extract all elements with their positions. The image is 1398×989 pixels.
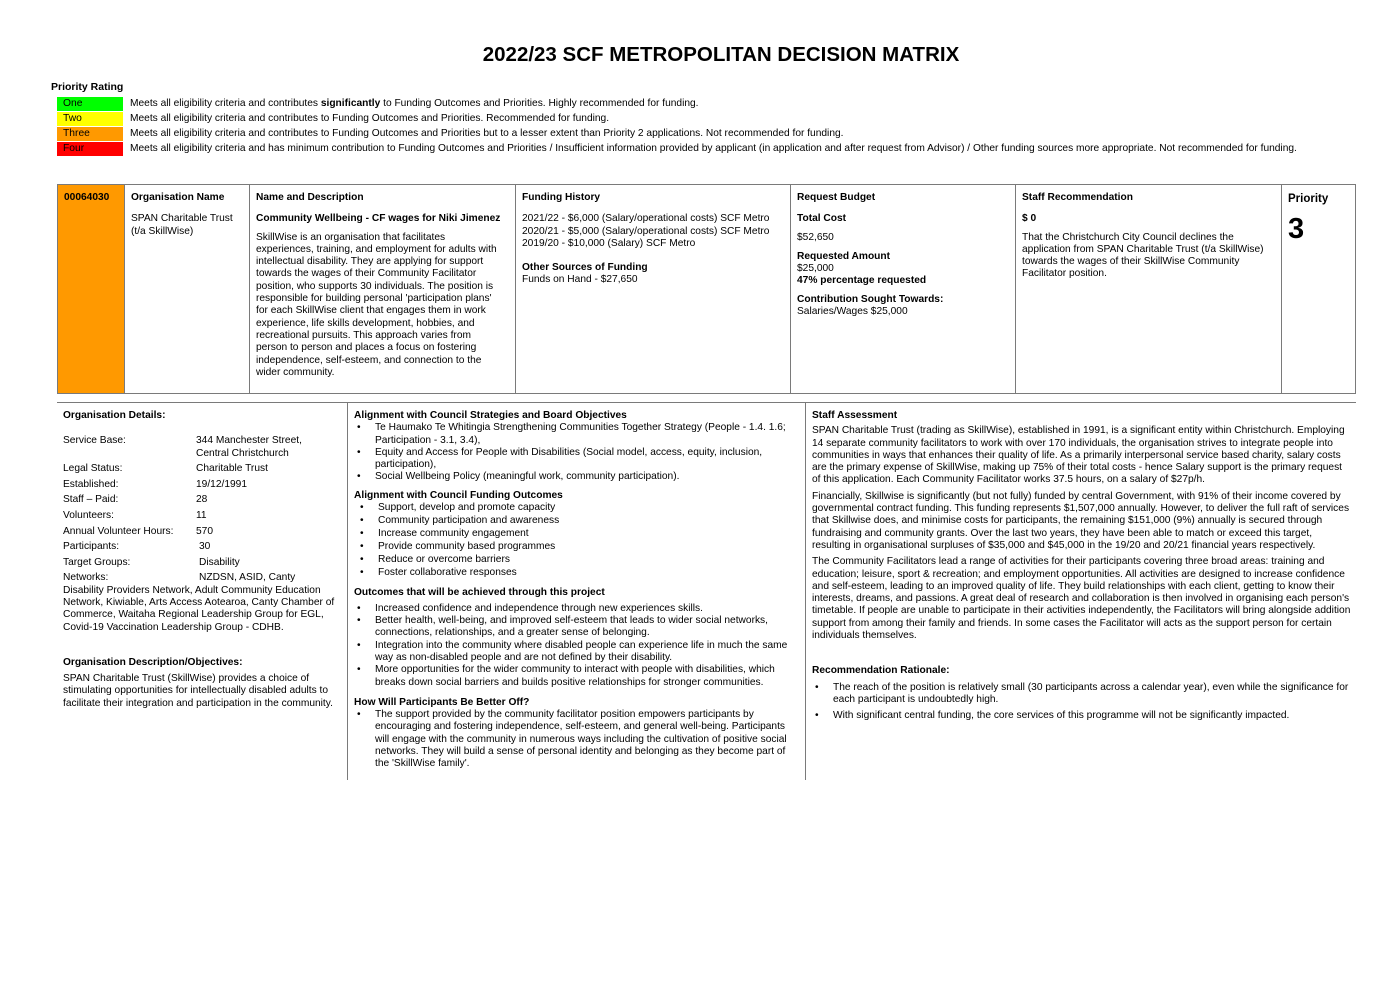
rationale-list xyxy=(812,682,1352,723)
priority-swatch: One xyxy=(57,97,123,111)
detail-label: Established: xyxy=(63,478,119,490)
detail-row xyxy=(63,526,343,542)
bullet-item: • Community participation and awareness xyxy=(378,515,801,528)
detail-label: Target Groups: xyxy=(63,556,131,568)
organisation-name-cell xyxy=(125,185,250,393)
staff-recommendation-cell xyxy=(1016,185,1282,393)
application-id: 00064030 xyxy=(64,192,110,203)
detail-value: Central Christchurch xyxy=(196,447,289,459)
strategies-heading: Alignment with Council Strategies and Board Objectives xyxy=(354,410,627,421)
priority-description xyxy=(130,112,609,126)
other-sources-heading: Other Sources of Funding xyxy=(522,262,648,274)
bullet-item: • Foster collaborative responses xyxy=(378,567,801,580)
column-divider xyxy=(347,403,348,780)
bullet-item: • Better health, well-being, and improved self-esteem that leads to wider social networks, connections, relationships, and a greater sense of belonging. xyxy=(375,615,801,640)
column-divider xyxy=(805,403,806,780)
priority-heading: Priority xyxy=(1288,193,1329,205)
detail-value: 11 xyxy=(196,509,207,521)
funding-history-line: 2019/20 - $10,000 (Salary) SCF Metro xyxy=(522,237,696,249)
bullet-item: • Increase community engagement xyxy=(378,528,801,541)
outcomes-achieved-heading: Outcomes that will be achieved through this project xyxy=(354,586,605,598)
funding-history-cell xyxy=(516,185,791,393)
priority-description xyxy=(130,97,699,111)
bullet-item: • Integration into the community where disabled people can experience life in much the same way as non-disabled people and are not defined by their disability. xyxy=(375,640,801,665)
total-cost-value: $52,650 xyxy=(797,231,834,243)
priority-description-text: Meets all eligibility criteria and contributes to Funding Outcomes and Priorities but to a lesser extent than Priority 2 applications. Not recommended for funding. xyxy=(130,128,844,139)
bullet-item: • Social Wellbeing Policy (meaningful work, community participation). xyxy=(375,471,801,483)
funding-outcomes-heading: Alignment with Council Funding Outcomes xyxy=(354,489,563,501)
total-cost-label: Total Cost xyxy=(797,213,847,225)
priority-legend-row xyxy=(57,97,1357,111)
detail-value: 19/12/1991 xyxy=(196,478,247,490)
requested-amount-label: Requested Amount xyxy=(797,250,891,262)
priority-legend-row xyxy=(57,112,1357,126)
priority-description xyxy=(130,142,1297,156)
organisation-name-heading: Organisation Name xyxy=(131,192,225,203)
bullet-item: • Increased confidence and independence through new experiences skills. xyxy=(375,603,801,615)
funding-history-line: 2021/22 - $6,000 (Salary/operational costs) SCF Metro xyxy=(522,213,770,225)
funding-outcomes-list xyxy=(354,502,801,579)
organisation-description: SPAN Charitable Trust (SkillWise) provides a choice of stimulating opportunities for intellectually disabled adults to facilitate their integration and participation in the community. xyxy=(63,673,333,709)
better-off-heading: How Will Participants Be Better Off? xyxy=(354,696,530,708)
detail-row xyxy=(63,479,343,495)
networks-value: NZDSN, ASID, Canty xyxy=(199,572,296,584)
priority-cell xyxy=(1282,185,1357,393)
detail-label: Staff – Paid: xyxy=(63,494,119,506)
recommendation-rationale-heading: Recommendation Rationale: xyxy=(812,665,950,677)
request-budget-heading: Request Budget xyxy=(797,192,876,203)
project-description: SkillWise is an organisation that facilitates experiences, training, and employment for adults with intellectual disability. They are applying for support towards the wages of their Community Facilitator position, who supports 30 individuals. The position is responsible for building personal 'participation plans' for each SkillWise client that engages them in work experience, life skills development, hobbies, and recreational pursuits. This approach varies from person to person and places a focus on fostering independence, self-esteem, and connection to the wider community. xyxy=(256,231,497,378)
networks-label: Networks: xyxy=(63,572,109,584)
alignment-panel xyxy=(354,410,801,771)
priority-description-text: Meets all eligibility criteria and contributes to Funding Outcomes and Priorities. Recommended for funding. xyxy=(130,113,610,124)
name-description-cell xyxy=(250,185,516,393)
priority-value: 3 xyxy=(1288,213,1305,245)
requested-amount-value: $25,000 xyxy=(797,263,834,275)
detail-row xyxy=(63,463,343,479)
detail-row xyxy=(63,448,343,464)
bullet-item: • The support provided by the community facilitator position empowers participants by encouraging and fostering independence, self-esteem, and general well-being. Participants will engage with the community in numerous ways including the cultivation of positive social networks. They will build a sense of personal identity and belonging as they become part of the 'SkillWise family'. xyxy=(375,709,801,770)
staff-assessment-panel xyxy=(812,410,1352,727)
assessment-paragraph: SPAN Charitable Trust (trading as SkillWise), established in 1991, is a significant entity within Christchurch. Employing 14 separate community facilitators to work with over 170 individuals, the organisation strives to integrate people into communities in ways that enhances their quality of life. As a primarily interpersonal service based charity, salary costs are the primary expense of SkillWise, making up 75% of their total costs - hence Salary support is the primary request of this application. Each Community Facilitator works 37.5 hours, on a salary of $27p/h. xyxy=(812,425,1345,486)
priority-description-text: to Funding Outcomes and Priorities. Highly recommended for funding. xyxy=(380,98,699,109)
detail-row xyxy=(63,435,343,447)
organisation-details-heading: Organisation Details: xyxy=(63,410,166,421)
priority-description-emphasis: significantly xyxy=(320,98,381,109)
detail-row xyxy=(63,510,343,526)
detail-row xyxy=(63,541,343,557)
networks-row xyxy=(63,572,343,584)
organisation-name: SPAN Charitable Trust (t/a SkillWise) xyxy=(131,213,233,237)
funding-history-line: 2020/21 - $5,000 (Salary/operational costs) SCF Metro xyxy=(522,225,770,237)
detail-value: 570 xyxy=(196,525,213,537)
organisation-description-heading: Organisation Description/Objectives: xyxy=(63,656,243,668)
better-off-list xyxy=(354,709,801,770)
project-title: Community Wellbeing - CF wages for Niki Jimenez xyxy=(256,213,501,225)
staff-recommendation-heading: Staff Recommendation xyxy=(1022,192,1133,203)
assessment-paragraph: The Community Facilitators lead a range of activities for their participants covering three broad areas: training and education; leisure, sport & recreation; and employment opportunities. All activities are designed to increase confidence and self-esteem, leading to an improved quality of life. They build relationships with each client, getting to know their interests, dreams, and passions. A great deal of research and collaboration is then involved in organising each person's timetable. If people are unable to participate in their activities independently, the Facilitators will bring alongside addition support from among their family and friends. In some cases the Facilitator will acts as the support person for certain individuals themselves. xyxy=(812,556,1351,642)
recommended-amount: $ 0 xyxy=(1022,213,1037,225)
detail-label: Annual Volunteer Hours: xyxy=(63,525,174,537)
priority-description-text: Meets all eligibility criteria and has minimum contribution to Funding Outcomes and Priorities / Insufficient information provided by applicant (in application and after request from Advisor) / Other funding sources more appropriate. Not recommended for funding. xyxy=(130,143,1297,154)
bullet-item: • More opportunities for the wider community to interact with people with disabilities, which breaks down social barriers and builds positive relationships for stronger communities. xyxy=(375,664,801,689)
detail-row xyxy=(63,494,343,510)
organisation-details-list xyxy=(63,435,343,572)
bullet-item: • Support, develop and promote capacity xyxy=(378,502,801,515)
detail-label: Legal Status: xyxy=(63,463,123,475)
priority-swatch: Two xyxy=(57,112,123,126)
bullet-item: • The reach of the position is relatively small (30 participants across a calendar year), even while the significance for each participant is undoubtedly high. xyxy=(833,682,1352,707)
priority-swatch: Three xyxy=(57,127,123,141)
strategies-list xyxy=(354,422,801,483)
bullet-item: • Reduce or overcome barriers xyxy=(378,554,801,567)
detail-row xyxy=(63,557,343,573)
contribution-value: Salaries/Wages $25,000 xyxy=(797,306,908,318)
bullet-item: • With significant central funding, the core services of this programme will not be significantly impacted. xyxy=(833,710,1352,722)
funding-history-heading: Funding History xyxy=(522,192,601,203)
section-divider xyxy=(57,402,1356,403)
detail-value: 28 xyxy=(196,494,208,506)
detail-label: Service Base: xyxy=(63,435,126,447)
outcomes-achieved-list xyxy=(354,603,801,689)
priority-legend-row xyxy=(57,142,1357,156)
bullet-item: • Provide community based programmes xyxy=(378,541,801,554)
percentage-requested: 47% percentage requested xyxy=(797,275,927,287)
networks-list: Disability Providers Network, Adult Community Education Network, Kiwiable, Arts Access Aotearoa, Canty Chamber of Commerce, Waitaha Regional Leadership Group for EGL, Covid-19 Vaccination Leadership Group - CDHB. xyxy=(63,584,335,633)
decision-matrix-row xyxy=(57,184,1356,394)
assessment-paragraph: Financially, Skillwise is significantly (but not fully) funded by central Government, with 91% of their income covered by governmental contract funding. This funding represents $1,507,000 annually. However, to deliver the full raft of services that Skillwise does, and minimise costs for participants, the remaining $151,000 (9%) annually is secured through fundraising and community grants. Over the last two years, they have been able to match or exceed this target, resulting in organisational surpluses of $35,000 and $45,000 in the 19/20 and 20/21 financial years respectively. xyxy=(812,490,1350,551)
application-id-cell xyxy=(58,185,125,393)
priority-description xyxy=(130,127,843,141)
detail-value: 30 xyxy=(199,541,211,553)
bullet-item: • Te Haumako Te Whitingia Strengthening Communities Together Strategy (People - 1.4. 1.6; Participation - 3.1, 3.4), xyxy=(375,422,801,447)
priority-description-text: Meets all eligibility criteria and contributes xyxy=(130,98,321,109)
priority-swatch: Four xyxy=(57,142,123,156)
priority-rating-heading: Priority Rating xyxy=(51,81,124,93)
detail-value: Disability xyxy=(199,556,240,568)
other-sources-value: Funds on Hand - $27,650 xyxy=(522,274,638,286)
detail-label: Volunteers: xyxy=(63,509,114,521)
detail-value: Charitable Trust xyxy=(196,463,268,475)
priority-legend-row xyxy=(57,127,1357,141)
detail-value: 344 Manchester Street, xyxy=(196,435,302,447)
bullet-item: • Equity and Access for People with Disabilities (Social model, access, equity, inclusion, participation), xyxy=(375,447,801,472)
page-title: 2022/23 SCF METROPOLITAN DECISION MATRIX xyxy=(482,43,960,66)
detail-label: Participants: xyxy=(63,541,120,553)
staff-assessment-heading: Staff Assessment xyxy=(812,410,898,421)
contribution-label: Contribution Sought Towards: xyxy=(797,293,944,305)
recommendation-text: That the Christchurch City Council declines the application from SPAN Charitable Trust (t/a SkillWise) towards the wages of their SkillWise Community Facilitator position. xyxy=(1022,231,1264,280)
name-description-heading: Name and Description xyxy=(256,192,364,203)
organisation-details-panel xyxy=(63,410,343,710)
request-budget-cell xyxy=(791,185,1016,393)
